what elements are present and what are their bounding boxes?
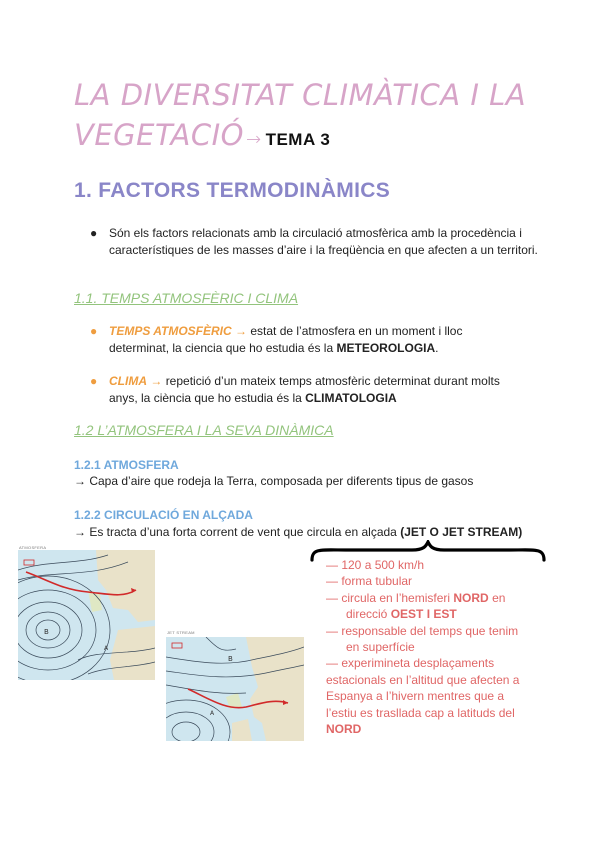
jet-stream-term: (JET O JET STREAM) [400, 525, 523, 539]
title-arrow: → [245, 129, 262, 150]
weather-map-summer-image [166, 637, 304, 741]
map-2-label-a: A [210, 710, 215, 717]
section-1-bullet [90, 225, 540, 259]
meteorologia-term: METEOROLOGIA [336, 341, 436, 355]
note-nord: NORD [326, 722, 362, 737]
note-responsible: — responsable del temps que tenim [326, 623, 519, 638]
map-2-caption: JET STREAM [167, 630, 195, 635]
page-title-line-1: LA DIVERSITAT CLIMÀTICA I LA [74, 78, 527, 112]
note-hemisphere [326, 590, 526, 606]
bullet-dot: ● [90, 226, 98, 240]
note-direction-text: direcció [346, 607, 388, 622]
note-hemisphere-end: en [492, 590, 506, 605]
weather-map-summer [166, 637, 304, 741]
clima-bullet [90, 373, 520, 407]
map-2-label-b: B [228, 655, 233, 663]
note-hemisphere-text: — circula en l’hemisferi [326, 590, 451, 605]
note-shifts: — experimineta desplaçaments [326, 656, 495, 671]
weather-map-winter [18, 550, 155, 680]
note-shape: — forma tubular [326, 574, 413, 589]
temps-atmosferic-bullet [90, 323, 510, 357]
temps-atmosferic-term: TEMPS ATMOSFÈRIC [109, 324, 232, 338]
note-direction-bold: OEST I EST [390, 607, 457, 622]
section-1-heading: 1. FACTORS TERMODINÀMICS [74, 179, 390, 202]
arrow-icon: → [235, 324, 248, 338]
temps-atmosferic-definition: estat de l’atmosfera en un moment i lloc determinat, la ciencia que ho estudia és la [109, 324, 463, 355]
period: . [435, 341, 439, 355]
page-title-line-2 [74, 118, 330, 152]
note-seasonal: estacionals en l’altitud que afecten a [326, 672, 520, 687]
note-summer: l’estiu es trasllada cap a latituds del [326, 705, 515, 720]
note-direction [326, 606, 526, 622]
section-1-2-heading: 1.2 L’ATMOSFERA I LA SEVA DINÀMICA [74, 422, 334, 438]
bullet-dot: ● [90, 374, 98, 388]
circulacio-definition-text: → Es tracta d’una forta corrent de vent que circula en alçada [74, 525, 397, 539]
circulacio-definition [74, 525, 522, 539]
bullet-dot: ● [90, 324, 98, 338]
map-1-caption: ATMOSFERA [19, 545, 47, 550]
clima-definition: repetició d’un mateix temps atmosfèric determinat durant molts anys, la ciència que ho estudia és la [109, 374, 500, 405]
atmosfera-definition: → Capa d’aire que rodeja la Terra, composada per diferents tipus de gasos [74, 474, 474, 488]
map-1-label-a: A [104, 645, 109, 652]
temps-atmosferic-text [109, 323, 510, 357]
page-title-line-2-text: VEGETACIÓ [74, 118, 244, 152]
weather-map-winter-image [18, 550, 155, 680]
note-surface: en superfície [346, 640, 415, 655]
section-1-bullet-text: Són els factors relacionats amb la circulació atmosfèrica amb la procedència i característiques de les masses d’aire i la freqüència en que afecten a un territori. [109, 226, 538, 257]
jet-stream-notes [326, 557, 526, 737]
clima-text [109, 373, 520, 407]
note-spain: Espanya a l’hivern mentres que a [326, 689, 505, 704]
section-1-1-heading: 1.1. TEMPS ATMOSFÈRIC I CLIMA [74, 290, 299, 306]
note-hemisphere-bold: NORD [453, 590, 489, 605]
section-1-2-2-heading: 1.2.2 CIRCULACIÓ EN ALÇADA [74, 508, 253, 522]
note-speed: — 120 a 500 km/h [326, 558, 425, 572]
tema-label: TEMA 3 [265, 130, 331, 149]
map-1-label-b: B [44, 628, 49, 636]
section-1-2-1-heading: 1.2.1 ATMOSFERA [74, 458, 179, 472]
climatologia-term: CLIMATOLOGIA [305, 391, 397, 405]
clima-term: CLIMA [109, 374, 147, 388]
arrow-icon: → [150, 374, 163, 388]
